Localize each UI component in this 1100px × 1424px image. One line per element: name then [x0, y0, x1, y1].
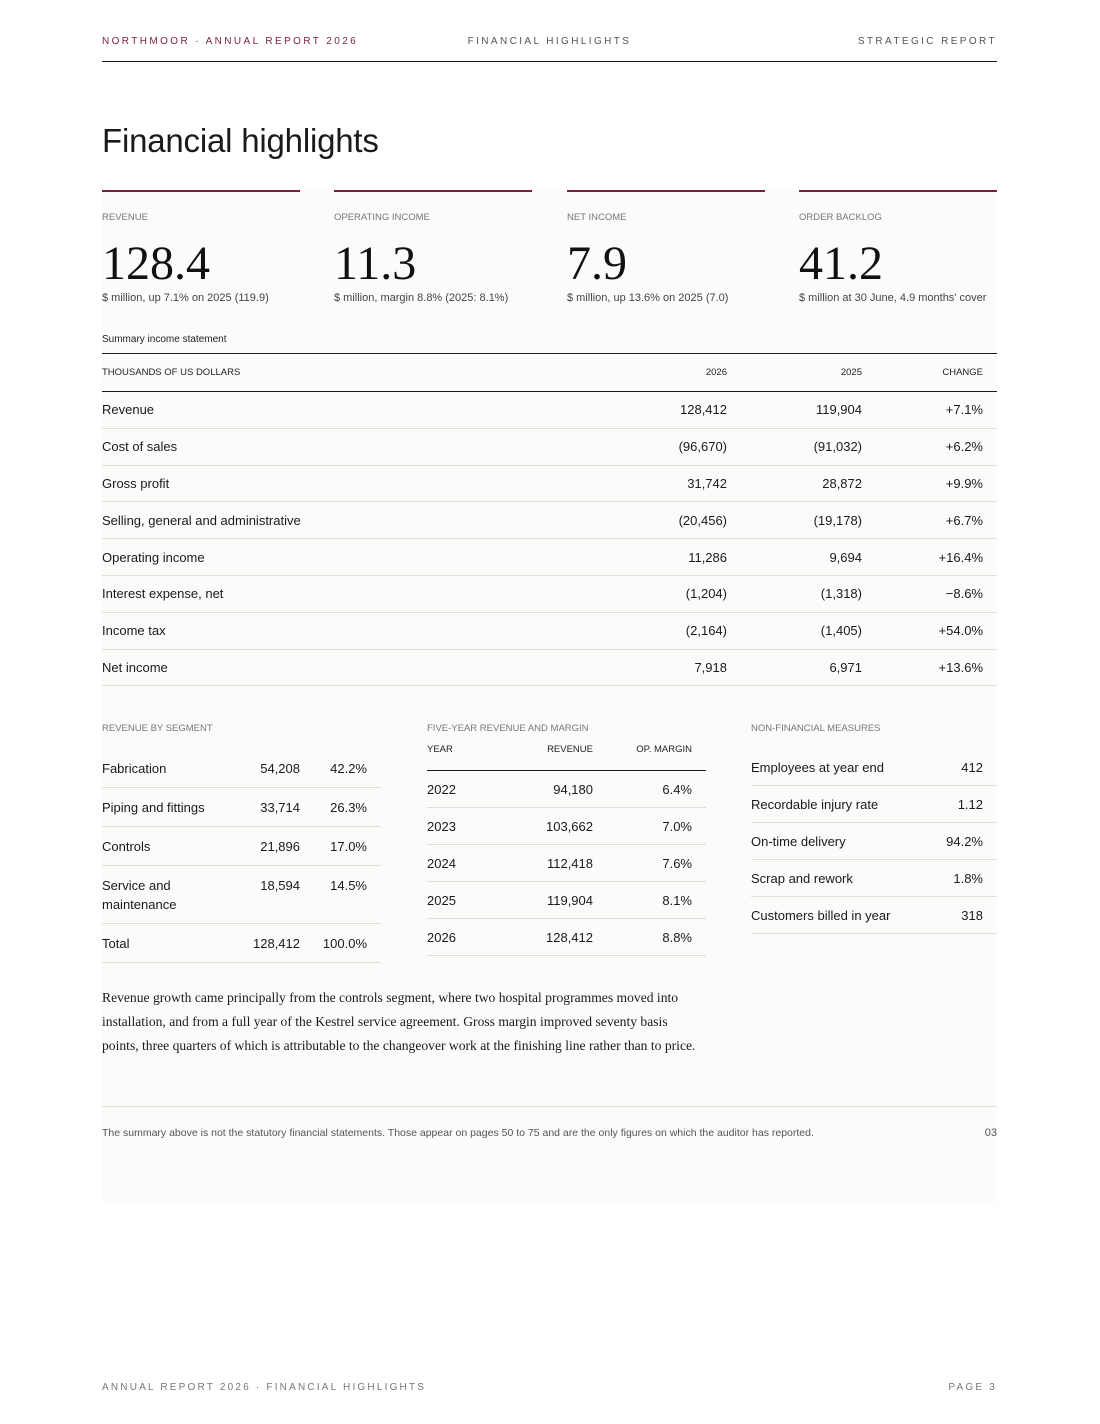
row-label: Revenue	[102, 392, 602, 429]
footer-page-number: PAGE 3	[948, 1382, 997, 1393]
table-row	[102, 788, 381, 827]
five-year-section-label: FIVE-YEAR REVENUE AND MARGIN	[427, 723, 589, 734]
kpi-value: 41.2	[799, 237, 883, 290]
revenue: 112,418	[507, 845, 593, 882]
segment-revenue: 54,208	[232, 749, 300, 788]
measure-name: Recordable injury rate	[751, 786, 941, 823]
value-2025: (1,318)	[727, 575, 862, 612]
table-header-row	[102, 354, 997, 392]
measure-name: Employees at year end	[751, 749, 941, 786]
value-2025: (1,405)	[727, 612, 862, 649]
value-2026: (1,204)	[602, 575, 727, 612]
year: 2026	[427, 919, 507, 956]
value-2025: (19,178)	[727, 502, 862, 539]
op-margin: 7.6%	[593, 845, 692, 882]
row-label: Net income	[102, 649, 602, 686]
table-row	[102, 649, 997, 686]
revenue: 128,412	[507, 919, 593, 956]
five-year-table	[427, 744, 706, 956]
column-header-op-margin: OP. MARGIN	[593, 744, 692, 771]
table-row	[102, 866, 381, 924]
income-statement-table	[102, 353, 997, 686]
value-change: +16.4%	[862, 539, 983, 576]
column-header-year: YEAR	[427, 744, 507, 771]
kpi-note: $ million, up 7.1% on 2025 (119.9)	[102, 292, 269, 304]
kpi-value: 128.4	[102, 237, 210, 290]
value-change: −8.6%	[862, 575, 983, 612]
table-row	[102, 392, 997, 429]
column-header-2026: 2026	[602, 354, 727, 392]
kpi-operating-income	[334, 190, 532, 304]
non-financial-section-label: NON-FINANCIAL MEASURES	[751, 723, 881, 734]
measure-name: On-time delivery	[751, 823, 941, 860]
measure-value: 1.8%	[941, 860, 983, 897]
revenue: 103,662	[507, 808, 593, 845]
revenue: 119,904	[507, 882, 593, 919]
value-2025: (91,032)	[727, 428, 862, 465]
kpi-net-income	[567, 190, 765, 304]
income-statement-caption: Summary income statement	[102, 334, 227, 345]
running-header	[102, 36, 997, 62]
measure-name: Scrap and rework	[751, 860, 941, 897]
running-footer	[102, 1382, 997, 1393]
value-change: +54.0%	[862, 612, 983, 649]
value-2026: (96,670)	[602, 428, 727, 465]
panel-footnote	[102, 1106, 997, 1139]
op-margin: 8.8%	[593, 919, 692, 956]
column-header-revenue: REVENUE	[507, 744, 593, 771]
year: 2024	[427, 845, 507, 882]
segment-table	[102, 749, 381, 963]
table-row	[102, 612, 997, 649]
op-margin: 6.4%	[593, 771, 692, 808]
value-change: +6.7%	[862, 502, 983, 539]
table-row	[751, 749, 997, 786]
measure-value: 1.12	[941, 786, 983, 823]
table-row	[102, 827, 381, 866]
segment-revenue: 33,714	[232, 788, 300, 827]
segment-name: Total	[102, 924, 232, 963]
measure-name: Customers billed in year	[751, 897, 941, 934]
value-2026: (2,164)	[602, 612, 727, 649]
table-row	[102, 428, 997, 465]
table-header-row	[427, 744, 706, 771]
segment-share: 14.5%	[300, 866, 367, 924]
measure-value: 412	[941, 749, 983, 786]
op-margin: 7.0%	[593, 808, 692, 845]
table-row	[102, 749, 381, 788]
kpi-label: ORDER BACKLOG	[799, 212, 882, 223]
measure-value: 94.2%	[941, 823, 983, 860]
table-row	[427, 771, 706, 808]
table-row	[102, 465, 997, 502]
segment-share: 100.0%	[300, 924, 367, 963]
footnote-text: The summary above is not the statutory financial statements. Those appear on pages 50 to 75 and are the only figures on which the auditor has reported.	[102, 1127, 814, 1139]
segment-name: Controls	[102, 827, 232, 866]
segment-revenue: 128,412	[232, 924, 300, 963]
table-row	[102, 539, 997, 576]
revenue: 94,180	[507, 771, 593, 808]
segment-share: 42.2%	[300, 749, 367, 788]
value-change: +13.6%	[862, 649, 983, 686]
value-2026: (20,456)	[602, 502, 727, 539]
column-header-2025: 2025	[727, 354, 862, 392]
kpi-order-backlog	[799, 190, 997, 304]
table-row	[427, 919, 706, 956]
non-financial-table	[751, 749, 997, 934]
segment-revenue: 21,896	[232, 827, 300, 866]
value-change: +6.2%	[862, 428, 983, 465]
segment-revenue: 18,594	[232, 866, 300, 924]
footer-title: ANNUAL REPORT 2026 · FINANCIAL HIGHLIGHTS	[102, 1382, 427, 1393]
row-label: Selling, general and administrative	[102, 502, 602, 539]
page-title: Financial highlights	[102, 122, 379, 159]
table-row	[751, 786, 997, 823]
table-row	[751, 897, 997, 934]
value-2026: 128,412	[602, 392, 727, 429]
kpi-revenue	[102, 190, 300, 304]
row-label: Gross profit	[102, 465, 602, 502]
year: 2023	[427, 808, 507, 845]
table-row	[751, 860, 997, 897]
row-label: Cost of sales	[102, 428, 602, 465]
header-section: FINANCIAL HIGHLIGHTS	[467, 36, 632, 47]
header-publication: NORTHMOOR · ANNUAL REPORT 2026	[102, 36, 359, 47]
segment-name: Fabrication	[102, 749, 232, 788]
table-row	[427, 845, 706, 882]
segment-share: 17.0%	[300, 827, 367, 866]
value-change: +9.9%	[862, 465, 983, 502]
kpi-label: NET INCOME	[567, 212, 627, 223]
kpi-label: OPERATING INCOME	[334, 212, 430, 223]
value-2026: 11,286	[602, 539, 727, 576]
year: 2025	[427, 882, 507, 919]
value-2025: 9,694	[727, 539, 862, 576]
commentary-paragraph: Revenue growth came principally from the controls segment, where two hospital programmes moved into installation, and from a full year of the Kestrel service agreement. Gross margin improved seventy basis points, three quarters of which is attributable to the changeover work at the finishing line rather than to price.	[102, 990, 696, 1054]
value-2025: 6,971	[727, 649, 862, 686]
op-margin: 8.1%	[593, 882, 692, 919]
footnote-page-number: 03	[984, 1127, 997, 1139]
kpi-note: $ million at 30 June, 4.9 months' cover	[799, 292, 987, 304]
value-2026: 31,742	[602, 465, 727, 502]
row-label: Operating income	[102, 539, 602, 576]
kpi-label: REVENUE	[102, 212, 148, 223]
row-label: Income tax	[102, 612, 602, 649]
segment-name: Piping and fittings	[102, 788, 232, 827]
kpi-note: $ million, margin 8.8% (2025: 8.1%)	[334, 292, 509, 304]
table-row	[102, 502, 997, 539]
segment-name: Service and maintenance	[102, 866, 232, 924]
table-row	[427, 882, 706, 919]
column-header-units: THOUSANDS OF US DOLLARS	[102, 354, 602, 392]
segment-share: 26.3%	[300, 788, 367, 827]
measure-value: 318	[941, 897, 983, 934]
kpi-value: 11.3	[334, 237, 417, 290]
table-row	[427, 808, 706, 845]
table-row-total	[102, 924, 381, 963]
kpi-note: $ million, up 13.6% on 2025 (7.0)	[567, 292, 729, 304]
row-label: Interest expense, net	[102, 575, 602, 612]
kpi-value: 7.9	[567, 237, 627, 290]
value-2025: 119,904	[727, 392, 862, 429]
table-row	[751, 823, 997, 860]
value-2025: 28,872	[727, 465, 862, 502]
column-header-change: CHANGE	[862, 354, 983, 392]
year: 2022	[427, 771, 507, 808]
value-change: +7.1%	[862, 392, 983, 429]
header-part: STRATEGIC REPORT	[857, 36, 997, 47]
value-2026: 7,918	[602, 649, 727, 686]
segment-section-label: REVENUE BY SEGMENT	[102, 723, 213, 734]
table-row	[102, 575, 997, 612]
